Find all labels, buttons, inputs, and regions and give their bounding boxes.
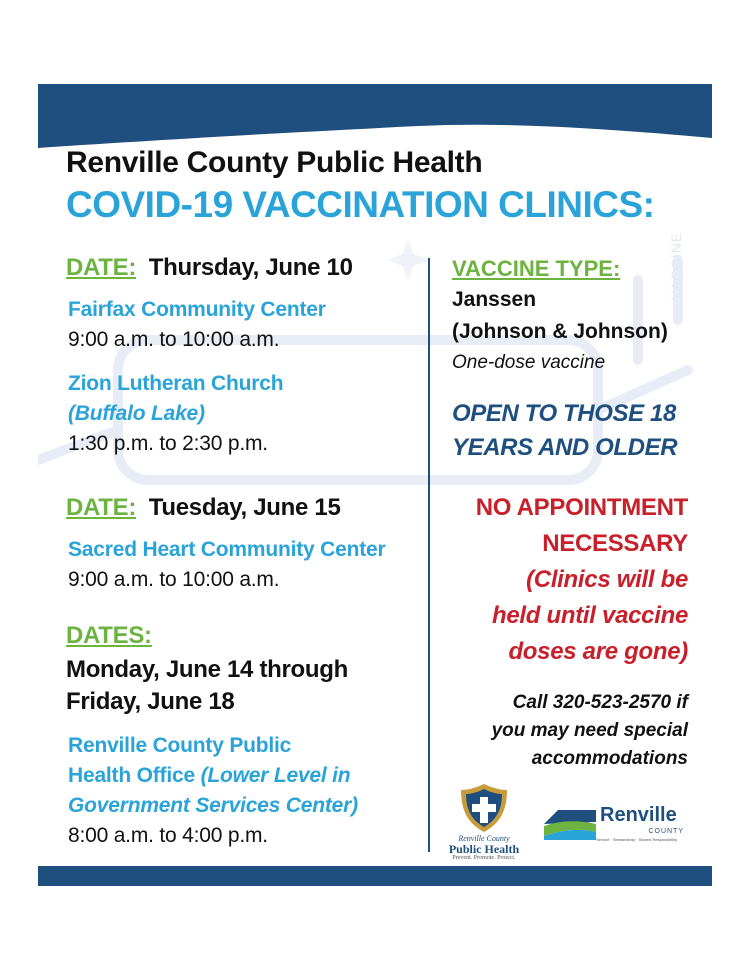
county-logo-name: Renville: [600, 804, 677, 826]
date-range-line: Friday, June 18: [66, 688, 235, 715]
dates-label: DATES:: [66, 622, 152, 649]
county-logo-tagline: Service · Stewardship · Shared Responsibility: [596, 837, 678, 842]
no-appointment-line: NO APPOINTMENT: [475, 494, 688, 521]
location-name-part: Health Office: [68, 764, 201, 787]
date-heading-1: [66, 254, 353, 282]
contact-line: accommodations: [531, 748, 688, 769]
ph-logo-line2: Public Health: [448, 842, 520, 856]
dates-heading: [66, 622, 152, 650]
date-label: DATE:: [66, 494, 137, 521]
location-time: 8:00 a.m. to 4:00 p.m.: [68, 824, 268, 847]
public-health-logo: [437, 782, 531, 862]
clinic-note-line: doses are gone): [508, 638, 688, 665]
location-time: 9:00 a.m. to 10:00 a.m.: [68, 328, 280, 351]
vaccine-name: Janssen: [452, 288, 537, 311]
eligibility-line: YEARS AND OLDER: [452, 434, 678, 461]
date-range-line: Monday, June 14 through: [66, 656, 349, 683]
vaccine-type-label: VACCINE TYPE:: [452, 256, 621, 281]
vaccine-dose: One-dose vaccine: [452, 352, 606, 373]
landscape-icon: [544, 806, 596, 840]
column-divider: [428, 258, 430, 852]
date-value: Thursday, June 10: [148, 254, 353, 281]
ph-logo-tagline: Prevent. Promote. Protect.: [452, 855, 516, 861]
date-heading-2: [66, 494, 341, 522]
page-subtitle: COVID-19 VACCINATION CLINICS:: [66, 184, 655, 225]
page-title: Renville County Public Health: [66, 146, 483, 179]
location-time: 1:30 p.m. to 2:30 p.m.: [68, 432, 268, 455]
location-name-line3: Government Services Center): [68, 794, 358, 817]
location-name-italic-part: (Lower Level in: [200, 764, 351, 787]
contact-line: Call 320-523-2570 if: [512, 692, 688, 713]
vaccine-maker: (Johnson & Johnson): [452, 320, 668, 343]
county-logo-sub: COUNTY: [648, 828, 684, 835]
vaccine-watermark-text: VACCINE: [668, 231, 684, 300]
location-subtitle: (Buffalo Lake): [68, 402, 205, 425]
header-wave-band: [38, 84, 712, 154]
clinic-note-line: (Clinics will be: [526, 566, 688, 593]
footer-band: [38, 866, 712, 886]
contact-line: you may need special: [491, 720, 688, 741]
date-label: DATE:: [66, 254, 137, 281]
eligibility-line: OPEN TO THOSE 18: [452, 400, 676, 427]
no-appointment-line: NECESSARY: [542, 530, 688, 557]
location-name: Zion Lutheran Church: [68, 372, 284, 395]
location-name: Renville County Public: [68, 734, 292, 757]
location-name-line2: [68, 764, 350, 788]
location-name: Sacred Heart Community Center: [68, 538, 386, 561]
renville-county-logo: [540, 800, 700, 850]
shield-cross-icon: [437, 782, 531, 834]
clinic-note-line: held until vaccine: [492, 602, 688, 629]
location-name: Fairfax Community Center: [68, 298, 326, 321]
ph-logo-line1: Renville County: [458, 834, 510, 843]
location-time: 9:00 a.m. to 10:00 a.m.: [68, 568, 280, 591]
date-value: Tuesday, June 15: [148, 494, 341, 521]
